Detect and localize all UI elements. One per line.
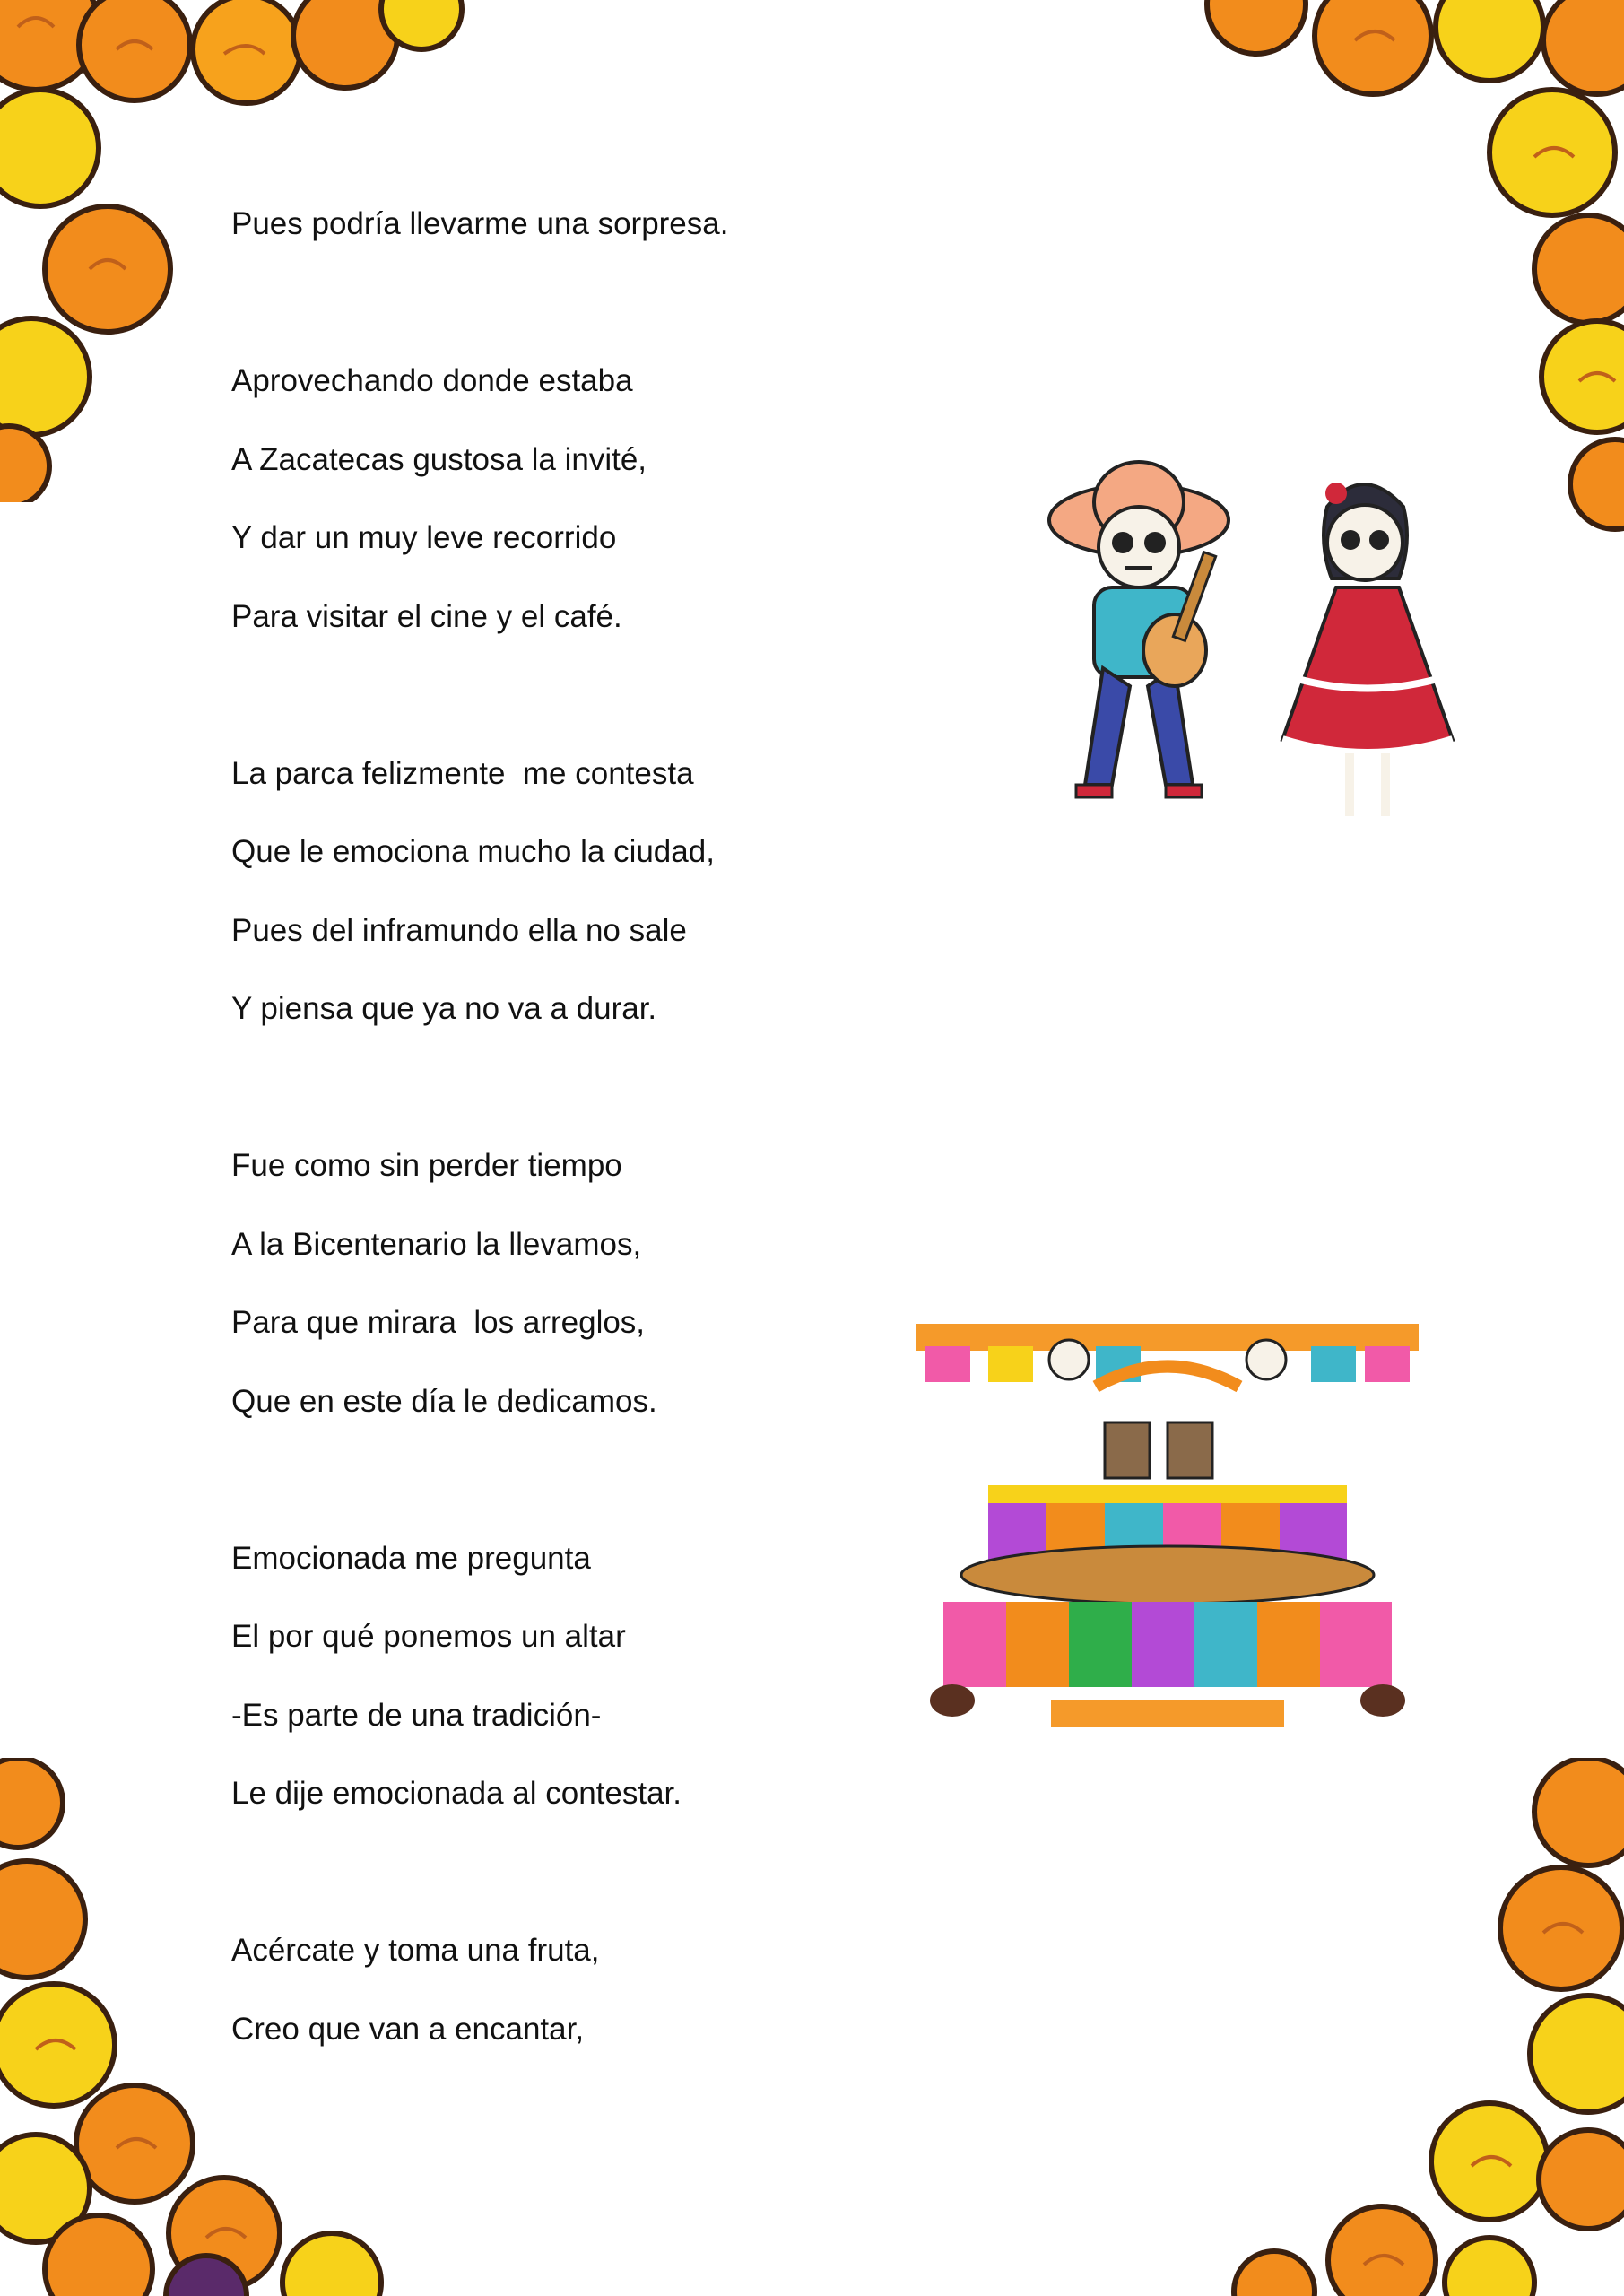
poem-line: Fue como sin perder tiempo: [231, 1148, 622, 1183]
stanza: [231, 185, 949, 264]
poem-line: Para que mirara los arreglos,: [231, 1305, 646, 1340]
poem-line: Y piensa que ya no va a durar.: [231, 991, 657, 1026]
poem-line: Acércate y toma una fruta,: [231, 1933, 600, 1968]
poem-line: Y dar un muy leve recorrido: [231, 520, 617, 555]
poem-line: Pues del inframundo ella no sale: [231, 912, 687, 948]
poem-line: Creo que van a encantar,: [231, 2011, 585, 2047]
skeleton-dancer: [1282, 483, 1453, 816]
poem-line: A Zacatecas gustosa la invité,: [231, 441, 647, 477]
poem-line: El por qué ponemos un altar: [231, 1619, 626, 1654]
stanza: [231, 1911, 949, 2068]
altar-lower-tier: [943, 1602, 1392, 1687]
poem-line: La parca felizmente me contesta: [231, 755, 694, 791]
poem-line: Para visitar el cine y el café.: [231, 598, 622, 634]
stanza: [231, 1519, 949, 1833]
poem-line: Que le emociona mucho la ciudad,: [231, 834, 715, 869]
poem-line: -Es parte de una tradición-: [231, 1697, 602, 1733]
stanza: [231, 735, 949, 1048]
marigold-border-bottom-right: [1167, 1758, 1624, 2296]
poem-line: Le dije emocionada al contestar.: [231, 1776, 682, 1811]
poem-line: Aprovechando donde estaba: [231, 363, 633, 398]
poem-text: [231, 185, 949, 2147]
poem-line: A la Bicentenario la llevamos,: [231, 1226, 642, 1262]
skeleton-musician: [1049, 462, 1229, 797]
day-of-dead-altar-illustration: [916, 1324, 1419, 1736]
poem-line: Pues podría llevarme una sorpresa.: [231, 206, 729, 241]
stanza: [231, 342, 949, 656]
skeleton-couple-illustration: [1040, 453, 1471, 865]
poem-line: Que en este día le dedicamos.: [231, 1383, 657, 1419]
stanza: [231, 1126, 949, 1440]
poem-line: Emocionada me pregunta: [231, 1540, 591, 1576]
